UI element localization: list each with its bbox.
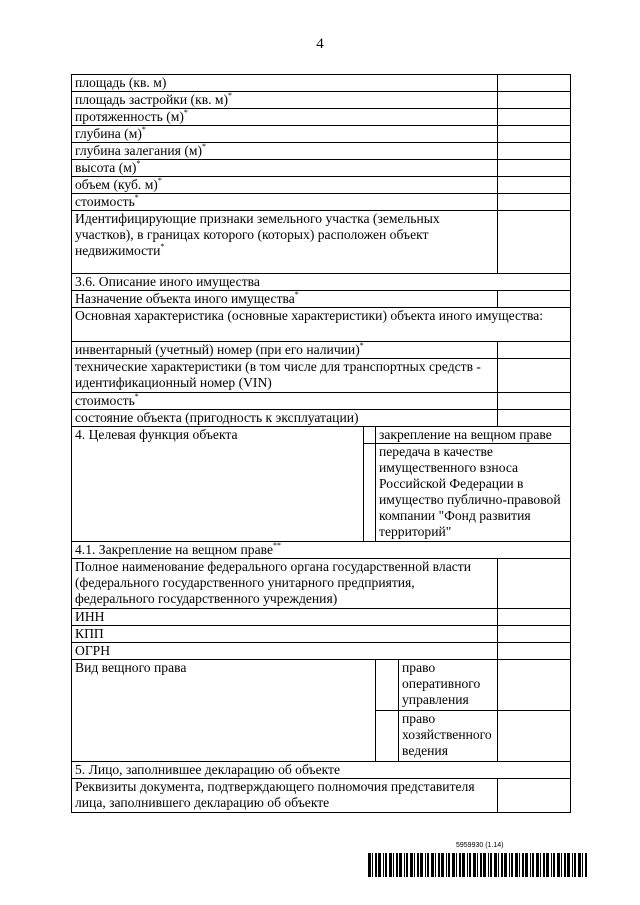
barcode-bar [417, 853, 419, 877]
characteristic-value[interactable] [498, 160, 571, 177]
barcode-bar [483, 853, 486, 877]
tech-characteristics-label: технические характеристики (в том числе для транспортных средств - идентификационный номер (VIN) [72, 359, 498, 393]
option-contribution-label: передача в качестве имущественного взноса Российской Федерации в имущество публично-правовой компании "Фонд развития территорий" [376, 444, 571, 542]
barcode-bar [509, 853, 510, 877]
barcode-bar [561, 853, 562, 877]
barcode-bar [435, 853, 436, 877]
barcode-bar [567, 853, 570, 877]
barcode-bar [574, 853, 576, 877]
barcode-bar [572, 853, 573, 877]
characteristic-value[interactable] [498, 109, 571, 126]
barcode-bar [383, 853, 384, 877]
characteristic-label: высота (м)* [72, 160, 498, 177]
barcode-bar [399, 853, 402, 877]
barcode-caption: 5959930 (1.14) [456, 842, 504, 849]
land-identification-label: Идентифицирующие признаки земельного участка (земельных участков), в границах которого (которых) расположен объект недвижимости* [72, 211, 498, 274]
federal-body-label: Полное наименование федерального органа государственной власти (федерального государственного унитарного предприятия, федерального государственного учреждения) [72, 559, 498, 609]
declaration-form-table [71, 74, 571, 813]
authority-doc-value[interactable] [498, 779, 571, 813]
land-identification-value[interactable] [498, 211, 571, 274]
barcode-bar [462, 853, 465, 877]
right-type-option-1 [376, 660, 498, 711]
authority-doc-label: Реквизиты документа, подтверждающего полномочия представителя лица, заполнившего декларацию об объекте [72, 779, 498, 813]
characteristic-label: глубина (м)* [72, 126, 498, 143]
inventory-number-value[interactable] [498, 342, 571, 359]
option-assign-label: закрепление на вещном праве [376, 427, 571, 444]
barcode-bar [578, 853, 581, 877]
barcode-bar [425, 853, 426, 877]
barcode-bar [536, 853, 539, 877]
barcode-bar [459, 853, 461, 877]
characteristic-value[interactable] [498, 92, 571, 109]
other-purpose-value[interactable] [498, 291, 571, 308]
characteristic-value[interactable] [498, 75, 571, 92]
section-3-6-heading: 3.6. Описание иного имущества [72, 274, 571, 291]
barcode [368, 853, 590, 877]
barcode-bar [438, 853, 440, 877]
barcode-bar [519, 853, 520, 877]
economic-management-checkbox[interactable] [376, 711, 399, 761]
barcode-bar [467, 853, 468, 877]
page-number: 4 [316, 36, 324, 52]
barcode-bar [420, 853, 423, 877]
barcode-bar [525, 853, 528, 877]
kpp-value[interactable] [498, 626, 571, 643]
section-4-1-heading: 4.1. Закрепление на вещном праве** [72, 542, 571, 559]
characteristic-value[interactable] [498, 177, 571, 194]
other-cost-value[interactable] [498, 393, 571, 410]
characteristic-label: протяженность (м)* [72, 109, 498, 126]
barcode-bar [488, 853, 489, 877]
barcode-bar [532, 853, 534, 877]
barcode-bar [389, 853, 392, 877]
barcode-bar [404, 853, 405, 877]
characteristic-label: площадь застройки (кв. м)* [72, 92, 498, 109]
barcode-bar [582, 853, 583, 877]
operational-management-label: право оперативного управления [402, 660, 481, 707]
characteristic-label: площадь (кв. м) [72, 75, 498, 92]
barcode-bar [410, 853, 413, 877]
barcode-bar [427, 853, 429, 877]
barcode-bar [564, 853, 566, 877]
barcode-bar [456, 853, 457, 877]
right-type-option-2 [376, 711, 498, 762]
kpp-label: КПП [72, 626, 498, 643]
economic-management-label: право хозяйственного ведения [402, 711, 492, 758]
barcode-bar [396, 853, 398, 877]
section-5-heading: 5. Лицо, заполнившее декларацию об объекте [72, 762, 571, 779]
condition-label: состояние объекта (пригодность к эксплуатации) [72, 410, 498, 427]
barcode-bar [477, 853, 478, 877]
barcode-bar [372, 853, 373, 877]
section-4-label: 4. Целевая функция объекта [72, 427, 364, 542]
barcode-bar [473, 853, 476, 877]
federal-body-value[interactable] [498, 559, 571, 609]
ogrn-value[interactable] [498, 643, 571, 660]
barcode-bar [522, 853, 524, 877]
barcode-bar [530, 853, 531, 877]
characteristic-label: стоимость* [72, 194, 498, 211]
barcode-bar [393, 853, 394, 877]
barcode-bar [553, 853, 555, 877]
inventory-number-label: инвентарный (учетный) номер (при его наличии)* [72, 342, 498, 359]
right-type-blank-1 [498, 660, 571, 711]
barcode-bar [375, 853, 377, 877]
characteristic-value[interactable] [498, 126, 571, 143]
barcode-bar [480, 853, 482, 877]
barcode-bar [446, 853, 447, 877]
barcode-bar [494, 853, 497, 877]
other-purpose-label: Назначение объекта иного имущества* [72, 291, 498, 308]
barcode-bar [378, 853, 381, 877]
barcode-bar [431, 853, 434, 877]
inn-label: ИНН [72, 609, 498, 626]
barcode-bar [511, 853, 513, 877]
barcode-bar [452, 853, 455, 877]
ogrn-label: ОГРН [72, 643, 498, 660]
option-assign-checkbox[interactable] [364, 427, 376, 444]
barcode-bar [551, 853, 552, 877]
other-characteristics-label: Основная характеристика (основные характеристики) объекта иного имущества: [72, 308, 571, 342]
right-type-blank-2 [498, 711, 571, 762]
barcode-bar [414, 853, 415, 877]
barcode-bar [498, 853, 499, 877]
tech-characteristics-value[interactable] [498, 359, 571, 393]
characteristic-label: объем (куб. м)* [72, 177, 498, 194]
barcode-bar [504, 853, 507, 877]
barcode-bar [546, 853, 549, 877]
barcode-bar [501, 853, 503, 877]
barcode-bar [490, 853, 492, 877]
barcode-bar [448, 853, 450, 877]
barcode-bar [557, 853, 560, 877]
other-cost-label: стоимость* [72, 393, 498, 410]
barcode-bar [406, 853, 408, 877]
barcode-bar [368, 853, 371, 877]
inn-value[interactable] [498, 609, 571, 626]
barcode-bar [543, 853, 545, 877]
operational-management-checkbox[interactable] [376, 660, 399, 710]
barcode-bar [540, 853, 541, 877]
barcode-bar [585, 853, 587, 877]
right-type-label: Вид вещного права [72, 660, 376, 762]
barcode-bar [469, 853, 471, 877]
characteristic-value[interactable] [498, 194, 571, 211]
barcode-bar [515, 853, 518, 877]
barcode-bar [441, 853, 444, 877]
barcode-bar [385, 853, 387, 877]
condition-value[interactable] [498, 410, 571, 427]
characteristic-label: глубина залегания (м)* [72, 143, 498, 160]
option-contribution-checkbox[interactable] [364, 444, 376, 542]
characteristic-value[interactable] [498, 143, 571, 160]
